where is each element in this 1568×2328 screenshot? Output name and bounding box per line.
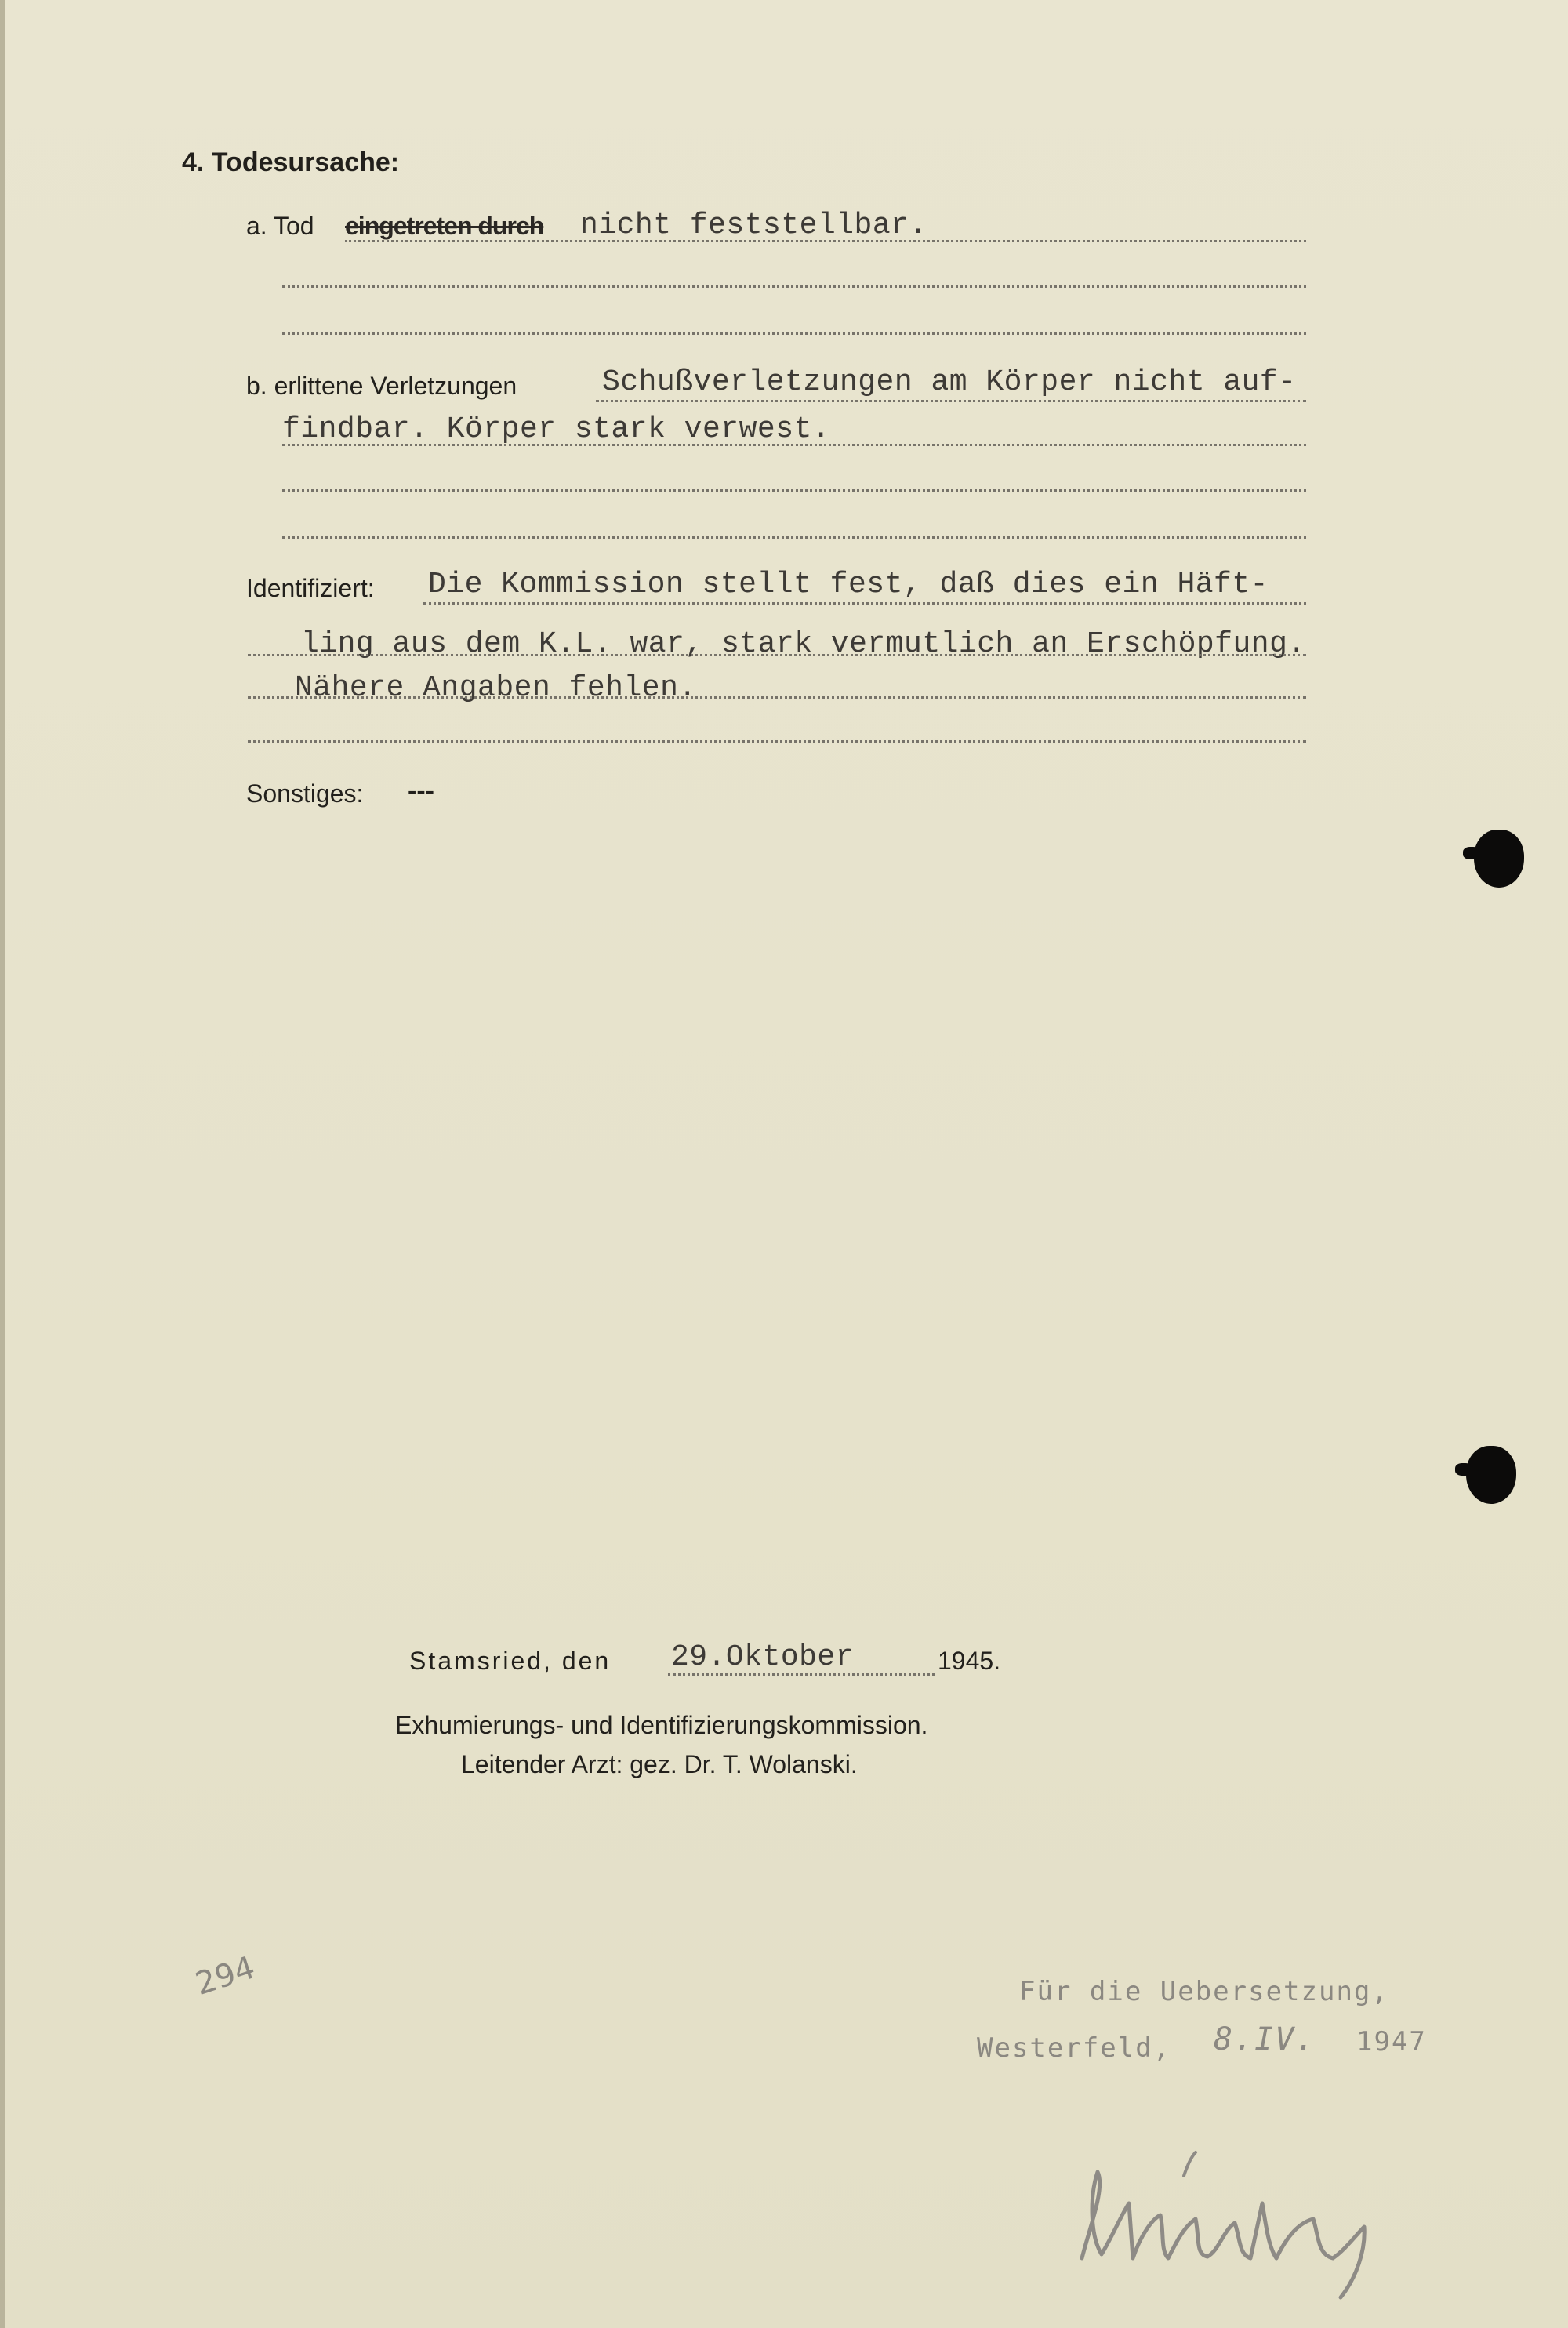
cause-a-value: nicht feststellbar. bbox=[580, 209, 927, 242]
closing-place: Stamsried, den bbox=[409, 1647, 612, 1675]
translation-stamp-line1: Für die Uebersetzung, bbox=[1019, 1976, 1389, 2007]
other-label: Sonstiges: bbox=[246, 779, 364, 808]
cause-b-dotted-line-4 bbox=[282, 536, 1306, 539]
section-heading: 4. Todesursache: bbox=[182, 147, 400, 177]
identified-line3: Nähere Angaben fehlen. bbox=[295, 671, 697, 705]
cause-a-dotted-line bbox=[345, 240, 1306, 242]
translation-stamp-date: 8.IV. bbox=[1214, 2021, 1316, 2057]
translation-stamp-year: 1947 bbox=[1356, 2026, 1427, 2057]
cause-a-struck-text: eingetreten durch bbox=[345, 212, 544, 240]
cause-a-dotted-line-2 bbox=[282, 285, 1306, 288]
identified-dotted-line bbox=[423, 602, 1306, 605]
other-value: --- bbox=[408, 776, 434, 806]
handwritten-signature bbox=[1066, 2141, 1396, 2305]
pencil-page-number: 294 bbox=[191, 1949, 260, 2003]
cause-b-line2: findbar. Körper stark verwest. bbox=[282, 412, 831, 446]
translation-stamp-place: Westerfeld, bbox=[977, 2032, 1171, 2064]
signing-doctor: Leitender Arzt: gez. Dr. T. Wolanski. bbox=[461, 1750, 858, 1778]
cause-a-dotted-line-3 bbox=[282, 332, 1306, 335]
closing-date: 29.Oktober bbox=[671, 1640, 855, 1674]
punch-hole-top bbox=[1474, 830, 1524, 888]
cause-b-dotted-line-2 bbox=[282, 444, 1306, 446]
identified-line1: Die Kommission stellt fest, daß dies ein Häft- bbox=[428, 568, 1269, 601]
identified-dotted-line-2 bbox=[248, 654, 1306, 656]
cause-b-line1: Schußverletzungen am Körper nicht auf- bbox=[602, 365, 1297, 399]
identified-dotted-line-4 bbox=[248, 740, 1306, 743]
cause-a-label: a. Tod bbox=[246, 212, 314, 240]
cause-b-dotted-line bbox=[596, 400, 1306, 402]
cause-b-dotted-line-3 bbox=[282, 489, 1306, 492]
identified-dotted-line-3 bbox=[248, 696, 1306, 699]
page-edge bbox=[0, 0, 5, 2328]
commission-name: Exhumierungs- und Identifizierungskommission. bbox=[395, 1711, 928, 1739]
identified-line2: ling aus dem K.L. war, stark vermutlich an Erschöpfung. bbox=[301, 627, 1306, 661]
closing-year: 1945. bbox=[938, 1647, 1001, 1675]
identified-label: Identifiziert: bbox=[246, 574, 375, 602]
closing-date-dotted-line bbox=[668, 1673, 935, 1676]
punch-hole-bottom bbox=[1466, 1446, 1516, 1504]
cause-b-label: b. erlittene Verletzungen bbox=[246, 372, 517, 400]
